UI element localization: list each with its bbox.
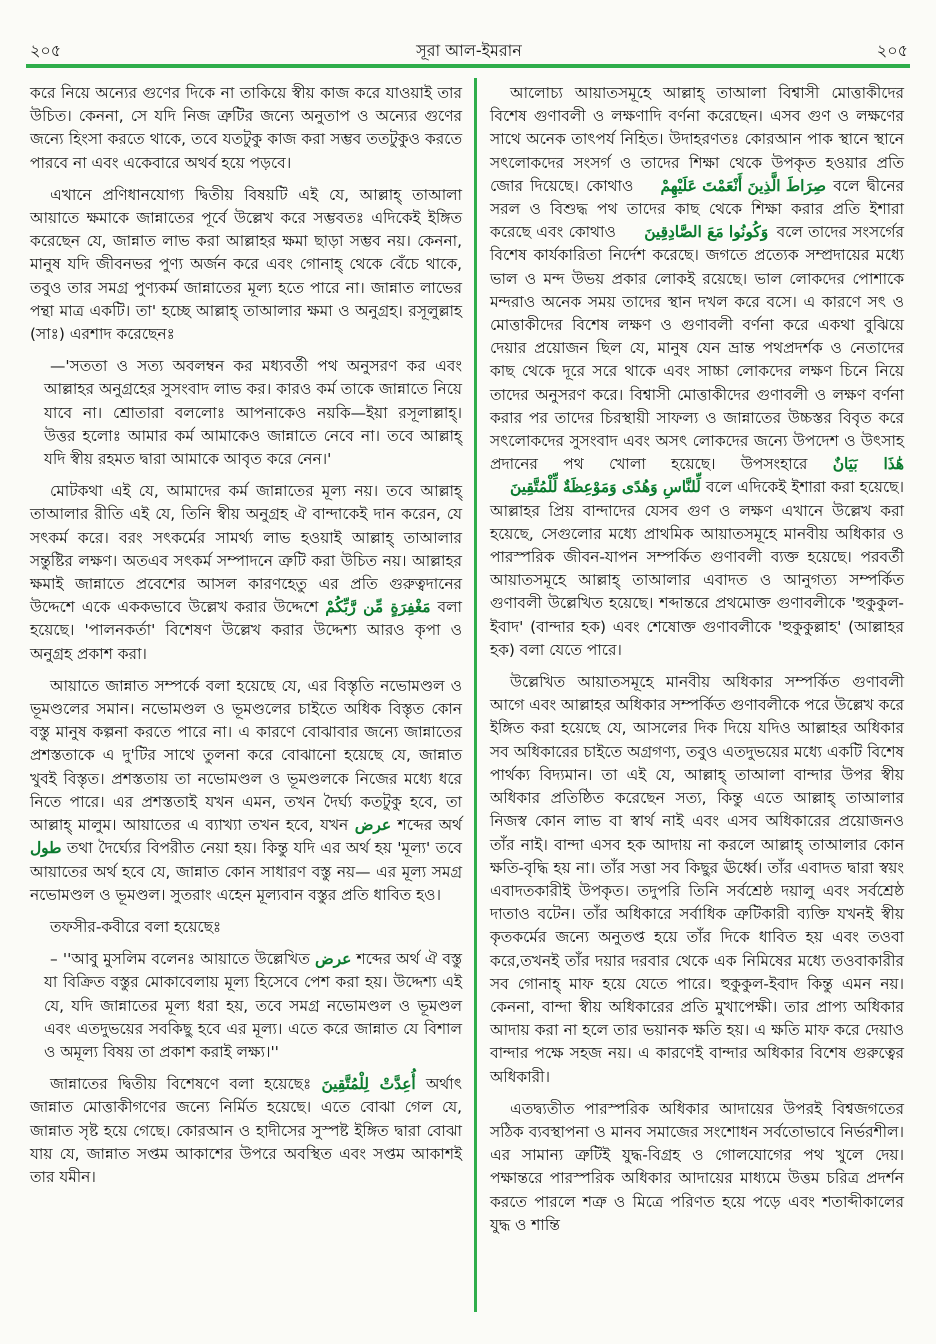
tafsir-quote-text-a: – ''আবু মুসলিম বলেনঃ আয়াতে উল্লেখিত [50, 950, 310, 969]
right-paragraph-1-text-c: বলে তাদের সংসর্গের বিশেষ কার্যকারিতা নির্দেশ করেছে। জগতে প্রত্যেক সম্প্রদায়ের মধ্যে ভাল ও মন্দ উভয় প্রকার লোকই রয়েছে। ভাল লোকদের পোশাকে মন্দরাও অনেক সময় তাদের স্থান দখল করে বসে। এ কারণে সৎ ও মোত্তাকীদের বিশেষ লক্ষণ ও গুণাবলী বর্ণনা করে একথা বুঝিয়ে দেয়ার প্রয়োজন ছিল যে, মানুষ যেন ভ্রান্ত পথপ্রদর্শক ও নেতাদের কাছ থেকে দূরে সরে থাকে এবং সাচ্চা লোকদের লক্ষণ চিনে নিয়ে তাদের অনুসরণ করে। বিশ্বাসী মোত্তাকীদের গুণাবলী ও লক্ষণ বর্ণনা করার পর তাদের চিরস্থায়ী সাফল্য ও জান্নাতের উচ্চস্তর বিবৃত করে সৎলোকদের সুসংবাদ এবং অসৎ লোকদের জন্যে উপদেশ ও উৎসাহ প্রদানের পথ খোলা হয়েছে। উপসংহারে [490, 223, 904, 474]
left-paragraph-2: এখানে প্রণিধানযোগ্য দ্বিতীয় বিষয়টি এই যে, আল্লাহ্ তাআলা আয়াতে ক্ষমাকে জান্নাতের পূর্বে উল্লেখ করে সম্ভবতঃ এদিকেই ইঙ্গিত করেছেন যে, জান্নাত লাভ করা আল্লাহর ক্ষমা ছাড়া সম্ভব নয়। কেননা, মানুষ যদি জীবনভর পুণ্য অর্জন করে এবং গোনাহ্ থেকে বেঁচে থাকে, তবুও তার সমগ্র পুণ্যকর্ম জান্নাতের মূল্য হতে পারে না। জান্নাত লাভের পন্থা মাত্র একটি। তা' হচ্ছে আল্লাহ্ তাআলার ক্ষমা ও অনুগ্রহ। রসূলুল্লাহ (সাঃ) এরশাদ করেছেনঃ [30, 185, 462, 344]
page-number-right: ২০৫ [876, 41, 908, 60]
page-number-left: ২০৫ [30, 41, 62, 60]
arabic-phrase-uiddat: أُعِدَّتْ لِلْمُتَّقِينَ [321, 1075, 416, 1094]
left-paragraph-8-text-b: অর্থাৎ জান্নাত মোত্তাকীগণের জন্যে নির্মিত হয়েছে। এতে বোঝা গেল যে, জান্নাত সৃষ্ট হয়ে গেছে। কোরআন ও হাদীসের সুস্পষ্ট ইঙ্গিত দ্বারা বোঝা যায় যে, জান্নাত সপ্তম আকাশের উপরে অবস্থিত এবং সপ্তম আকাশই তার যমীন। [30, 1075, 462, 1186]
tafsir-quote-text-b: শব্দের অর্থ ঐ বস্তু যা বিক্রিত বস্তুর মোকাবেলায় মূল্য হিসেবে পেশ করা হয়। উদ্দেশ্য এই যে, যদি জান্নাতের মূল্য ধরা হয়, তবে সমগ্র নভোমণ্ডল ও ভূমণ্ডল এবং এতদুভয়ের সবকিছু হবে এর মূল্য। এতে করে জান্নাত যে বিশাল ও অমূল্য বিষয় তা প্রকাশ করাই লক্ষ্য।'' [44, 950, 462, 1061]
right-paragraph-2: উল্লেখিত আয়াতসমূহে মানবীয় অধিকার সম্পর্কিত গুণাবলী আগে এবং আল্লাহর অধিকার সম্পর্কিত গুণাবলীকে পরে উল্লেখ করে ইঙ্গিত করা হয়েছে যে, আসলের দিক দিয়ে যদিও আল্লাহর অধিকার সব অধিকারের চাইতে অগ্রগণ্য, তবুও এতদুভয়ের মধ্যে একটি বিশেষ পার্থক্য বিদ্যমান। তা এই যে, আল্লাহ্ তাআলা বান্দার উপর স্বীয় অধিকার প্রতিষ্ঠিত করেছেন সত্য, কিন্তু এতে আল্লাহ্ তাআলার নিজস্ব কোন লাভ বা স্বার্থ নাই এবং এসব অধিকারের প্রয়োজনও তাঁর নাই। বান্দা এসব হক আদায় না করলে আল্লাহ্ তাআলার কোন ক্ষতি-বৃদ্ধি হয় না। তাঁর সত্তা সব কিছুর ঊর্ধ্বে। তাঁর এবাদত দ্বারা স্বয়ং এবাদতকারীই উপকৃত। তদুপরি তিনি সর্বশ্রেষ্ঠ দয়ালু এবং সর্বশ্রেষ্ঠ দাতাও বটেন। তাঁর অধিকারে সর্বাধিক ত্রুটিকারী ব্যক্তি যখনই স্বীয় কৃতকর্মের জন্যে অনুতপ্ত হয়ে তাঁর দিকে ধাবিত হয় এবং তওবা করে,তখনই তাঁর দয়ার দরবার থেকে এক নিমিষের মধ্যে তওবাকারীর সব গোনাহ্ মাফ হয়ে যেতে পারে। হুকুকুল-ইবাদ কিন্তু এমন নয়। কেননা, বান্দা স্বীয় অধিকারের প্রতি মুখাপেক্ষী। তার প্রাপ্য অধিকার আদায় করা না হলে তার ভয়ানক ক্ষতি হয়। এ ক্ষতি মাফ করে দেয়াও বান্দার পক্ষে সহজ নয়। এ কারণেই বান্দার অধিকার বিশেষ গুরুত্বের অধিকারী। [490, 673, 904, 1086]
left-paragraph-4 [30, 480, 462, 666]
tafsir-kabir-quote [30, 948, 462, 1064]
column-divider [474, 78, 477, 1312]
left-paragraph-4-text-a: মোটকথা এই যে, আমাদের কর্ম জান্নাতের মূল্য নয়। তবে আল্লাহ্ তাআলার রীতি এই যে, তিনি স্বীয় অনুগ্রহ ঐ বান্দাকেই দান করেন, যে সৎকর্ম করে। বরং সৎকর্মের সামর্থ্য লাভ হওয়াই আল্লাহ্ তাআলার সন্তুষ্টির লক্ষণ। অতএব সৎকর্ম সম্পাদনে ত্রুটি করা উচিত নয়। আল্লাহর ক্ষমাই জান্নাতে প্রবেশের আসল কারণহেতু এর প্রতি গুরুত্বদানের উদ্দেশে একে এককভাবে উল্লেখ করার উদ্দেশে [30, 482, 462, 617]
left-paragraph-8 [30, 1073, 462, 1189]
arabic-word-arz-2: عرض [315, 950, 352, 969]
left-paragraph-5-text-b: শব্দের অর্থ [397, 816, 462, 835]
right-paragraph-1 [490, 82, 904, 662]
left-column [30, 82, 462, 1198]
right-paragraph-1-text-a: আলোচ্য আয়াতসমূহে আল্লাহ্ তাআলা বিশ্বাসী মোত্তাকীদের বিশেষ গুণাবলী ও লক্ষণাদি বর্ণনা করেছেন। এসব গুণ ও লক্ষণের সাথে অনেক তাৎপর্য নিহিত। উদাহরণতঃ কোরআন পাক স্থানে স্থানে সৎলোকদের সংসর্গ ও তাদের শিক্ষা থেকে উপকৃত হওয়ার প্রতি জোর দিয়েছে। কোথাও [490, 84, 904, 195]
arabic-phrase-lin-nas: لِّلنَّاسِ وَهُدًى وَمَوْعِظَةٌ لِّلْمُتَّقِينَ [510, 478, 701, 497]
header-rule [26, 64, 910, 68]
left-paragraph-5-text-c: তথা দৈর্ঘ্যের বিপরীত নেয়া হয়। কিন্তু যদি এর অর্থ হয় 'মূল্য' তবে আয়াতের অর্থ হবে যে, জান্নাত কোন সাধারণ বস্তু নয়— এর মূল্য সমগ্র নভোমণ্ডল ও ভূমণ্ডল। সুতরাং এহেন মূল্যবান বস্তুর প্রতি ধাবিত হও। [30, 839, 462, 904]
arabic-phrase-maghfirah: مَغْفِرَةٍ مِّن رَّبِّكُمْ [325, 598, 431, 617]
page-header [30, 36, 908, 62]
arabic-word-arz: عرض [354, 816, 392, 835]
right-paragraph-1-text-b: বলে দ্বীনের সরল ও বিশুদ্ধ পথ তাদের কাছ থেকে শিক্ষা করার প্রতি ইশারা করেছে এবং কোথাও [490, 176, 904, 242]
left-paragraph-4-text-b: বলা হয়েছে। 'পালনকর্তা' বিশেষণ উল্লেখ করার উদ্দেশ্য আরও কৃপা ও অনুগ্রহ প্রকাশ করা। [30, 598, 462, 663]
left-paragraph-5 [30, 675, 462, 907]
left-paragraph-8-text-a: জান্নাতের দ্বিতীয় বিশেষণে বলা হয়েছেঃ [50, 1075, 312, 1094]
arabic-phrase-haza-bayan: هَٰذَا بَيَانٌ [832, 455, 904, 474]
surah-title: সূরা আল-ইমরান [416, 41, 522, 60]
arabic-word-tul: طول [30, 839, 62, 858]
left-paragraph-5-text-a: আয়াতে জান্নাত সম্পর্কে বলা হয়েছে যে, এর বিস্তৃতি নভোমণ্ডল ও ভূমণ্ডলের সমান। নভোমণ্ডল ও ভূমণ্ডলের চাইতে অধিক বিস্তৃত কোন বস্তু মানুষ কল্পনা করতে পারে না। এ কারণে বোঝাবার জন্যে জান্নাতের প্রশস্ততাকে এ দু'টির সাথে তুলনা করে বোঝানো হয়েছে যে, জান্নাত খুবই বিস্তৃত। প্রশস্ততায় তা নভোমণ্ডল ও ভূমণ্ডলকে নিজের মধ্যে ধরে নিতে পারে। এর প্রশস্ততাই যখন এমন, তখন দৈর্ঘ্য কতটুকু হবে, তা আল্লাহ্ মালুম। আয়াতের এ ব্যাখ্যা তখন হবে, যখন [30, 676, 462, 835]
arabic-phrase-sirat: صِرَاطَ الَّذِينَ أَنْعَمْتَ عَلَيْهِمْ [660, 176, 826, 195]
right-column [490, 82, 904, 1246]
right-paragraph-3: এতদ্ব্যতীত পারস্পরিক অধিকার আদায়ের উপরই বিশ্বজগতের সঠিক ব্যবস্থাপনা ও মানব সমাজের সংশোধন সর্বতোভাবে নির্ভরশীল। এর সামান্য ত্রুটিই যুদ্ধ-বিগ্রহ ও গোলযোগের পথ খুলে দেয়। পক্ষান্তরে পারস্পরিক অধিকার আদায়ের মাধ্যমে উত্তম চরিত্র প্রদর্শন করতে পারলে শত্রু ও মিত্রে পরিণত হয়ে পড়ে এবং শতাব্দীকালের যুদ্ধ ও শান্তি [490, 1099, 904, 1234]
right-paragraph-1-text-d: বলে এদিকেই ইশারা করা হয়েছে। আল্লাহর প্রিয় বান্দাদের যেসব গুণ ও লক্ষণ এখানে উল্লেখ করা হয়েছে, সেগুলোর মধ্যে প্রাথমিক আয়াতসমূহে মানবীয় অধিকার ও পারস্পরিক জীবন-যাপন সম্পর্কিত গুণাবলী ব্যক্ত হয়েছে। পরবর্তী আয়াতসমূহে আল্লাহ্ তাআলার এবাদত ও আনুগত্য সম্পর্কিত গুণাবলী উল্লেখিত হয়েছে। শব্দান্তরে প্রথমোক্ত গুণাবলীকে 'হুকুকুল-ইবাদ' (বান্দার হক) এবং শেষোক্ত গুণাবলীকে 'হুকুকুল্লাহ' (আল্লাহর হক) বলা যেতে পারে। [490, 478, 904, 659]
left-paragraph-1: করে নিয়ে অন্যের গুণের দিকে না তাকিয়ে স্বীয় কাজ করে যাওয়াই তার উচিত। কেননা, সে যদি নিজ ত্রুটির জন্যে অনুতাপ ও অন্যের গুণের জন্যে হিংসা করতে থাকে, তবে যতটুকু কাজ করা সম্ভব ততটুকুও করতে পারবে না এবং একেবারে অথর্ব হয়ে পড়বে। [30, 84, 462, 172]
hadith-quote: —'সততা ও সত্য অবলম্বন কর মধ্যবর্তী পথ অনুসরণ কর এবং আল্লাহর অনুগ্রহের সুসংবাদ লাভ কর। কারও কর্ম তাকে জান্নাতে নিয়ে যাবে না। শ্রোতারা বললোঃ আপনাকেও নয়কি—ইয়া রসূলাল্লাহ্। উত্তর হলোঃ আমার কর্ম আমাকেও জান্নাতে নেবে না। তবে আল্লাহ্ যদি স্বীয় রহমত দ্বারা আমাকে আবৃত করে নেন।' [44, 357, 462, 469]
arabic-phrase-kunu-maa-sadiqin: وَكُونُوا مَعَ الصَّادِقِينَ [644, 223, 769, 242]
left-paragraph-6: তফসীর-কবীরে বলা হয়েছেঃ [50, 917, 222, 936]
